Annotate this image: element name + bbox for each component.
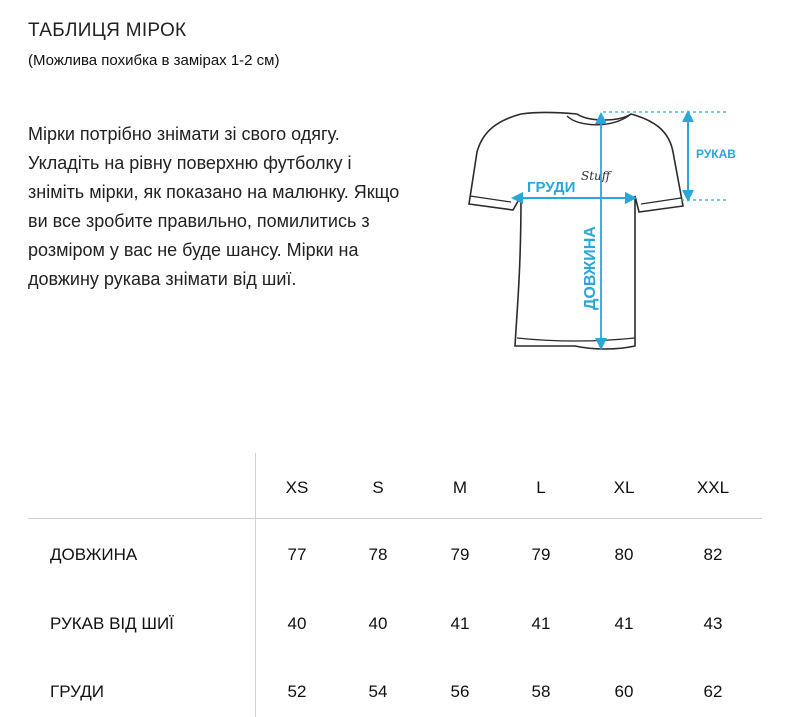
cell-length-xxl: 82 xyxy=(703,545,723,564)
cell-length-l: 79 xyxy=(531,545,551,564)
size-header-xs: XS xyxy=(285,478,309,497)
page-title: ТАБЛИЦЯ МІРОК xyxy=(28,20,187,41)
table-header-divider xyxy=(28,518,762,519)
tshirt-measurement-diagram xyxy=(455,100,755,360)
intro-text: Мірки потрібно знімати зі свого одягу. Укладіть на рівну поверхню футболку і зніміть мірки, як показано на малюнку. Якщо ви все зробите правильно, помилитись з розміром у вас не буде шансу. Мірки на довжину рукава знімати від шиї. xyxy=(28,124,400,289)
brand-logo: Stuff xyxy=(581,169,611,183)
cell-length-xs: 77 xyxy=(287,545,307,564)
cell-chest-xxl: 62 xyxy=(703,682,723,701)
row-label-length: ДОВЖИНА xyxy=(50,545,138,564)
cell-length-m: 79 xyxy=(450,545,470,564)
cell-length-xl: 80 xyxy=(614,545,634,564)
cell-chest-l: 58 xyxy=(531,682,551,701)
size-header-m: M xyxy=(452,478,468,497)
cell-sleeve-xxl: 43 xyxy=(703,614,723,633)
size-header-xl: XL xyxy=(613,478,635,497)
cell-chest-m: 56 xyxy=(450,682,470,701)
cell-chest-xs: 52 xyxy=(287,682,307,701)
cell-sleeve-s: 40 xyxy=(368,614,388,633)
cell-chest-s: 54 xyxy=(368,682,388,701)
length-arrow-head-top xyxy=(595,112,607,124)
size-header-l: L xyxy=(536,478,546,497)
cell-sleeve-m: 41 xyxy=(450,614,470,633)
tshirt-bottom-hem xyxy=(517,338,635,341)
row-label-sleeve: РУКАВ ВІД ШИЇ xyxy=(50,614,174,633)
size-table xyxy=(28,453,762,717)
sleeve-label: РУКАВ xyxy=(696,147,736,161)
cell-sleeve-l: 41 xyxy=(531,614,551,633)
tshirt-left-hem xyxy=(470,196,511,202)
page-subtitle: (Можлива похибка в замірах 1-2 см) xyxy=(28,52,280,69)
size-header-xxl: XXL xyxy=(696,478,730,497)
cell-length-s: 78 xyxy=(368,545,388,564)
tshirt-diagram-svg xyxy=(455,100,755,360)
cell-chest-xl: 60 xyxy=(614,682,634,701)
cell-sleeve-xl: 41 xyxy=(614,614,634,633)
row-label-chest: ГРУДИ xyxy=(50,682,104,701)
cell-sleeve-xs: 40 xyxy=(287,614,307,633)
chest-label: ГРУДИ xyxy=(527,179,576,196)
tshirt-outline xyxy=(469,113,683,350)
size-header-s: S xyxy=(372,478,384,497)
table-vertical-divider xyxy=(255,453,256,717)
tshirt-right-hem xyxy=(641,198,681,204)
length-label: ДОВЖИНА xyxy=(582,226,599,310)
